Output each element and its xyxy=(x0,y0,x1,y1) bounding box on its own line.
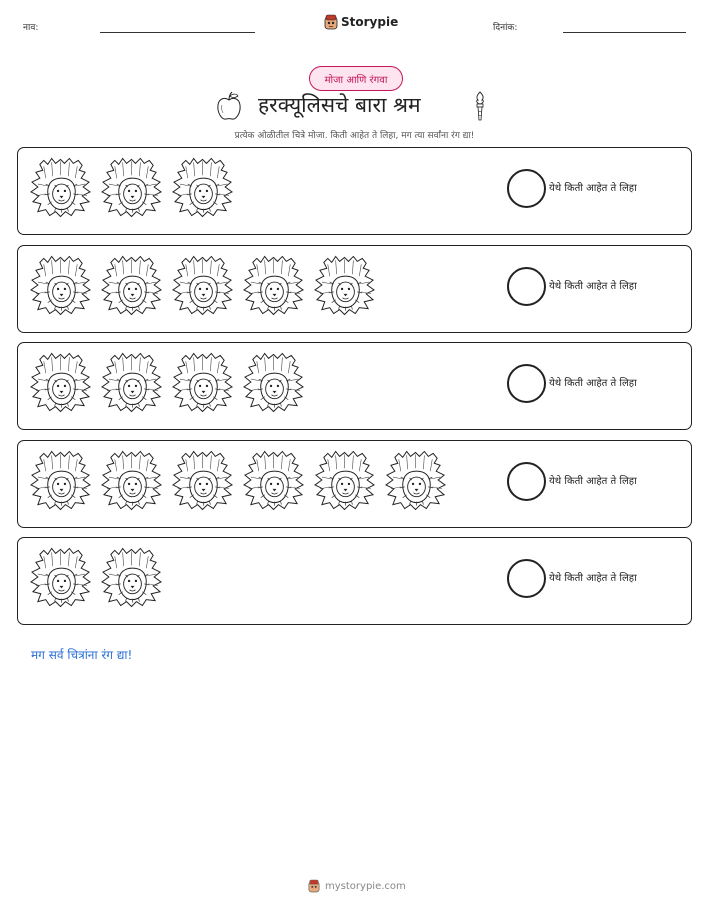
answer-circle[interactable] xyxy=(507,267,546,306)
lion-pelt-icon[interactable] xyxy=(30,351,93,413)
answer-circle[interactable] xyxy=(507,169,546,208)
lion-pelt-icon[interactable] xyxy=(30,449,93,511)
answer-label: येथे किती आहेत ते लिहा xyxy=(549,378,637,389)
answer-circle[interactable] xyxy=(507,364,546,403)
lion-pelt-icon[interactable] xyxy=(172,156,235,218)
lion-pelt-icon[interactable] xyxy=(101,254,164,316)
instruction-text: प्रत्येक ओळीतील चित्रे मोजा. किती आहेत ते लिहा, मग त्या सर्वांना रंग द्या! xyxy=(234,131,475,141)
lion-pelt-icon[interactable] xyxy=(172,449,235,511)
lion-pelt-icon[interactable] xyxy=(385,449,448,511)
name-label: नाव: xyxy=(23,23,39,33)
picture-group xyxy=(30,156,235,218)
lion-pelt-icon[interactable] xyxy=(314,254,377,316)
lion-pelt-icon[interactable] xyxy=(101,156,164,218)
name-line[interactable] xyxy=(100,32,255,33)
storypie-mascot-icon xyxy=(308,879,320,893)
answer-label: येथे किती आहेत ते लिहा xyxy=(549,573,637,584)
count-row xyxy=(17,147,692,235)
brand xyxy=(324,14,398,30)
storypie-mascot-icon xyxy=(324,14,338,30)
answer-label: येथे किती आहेत ते लिहा xyxy=(549,476,637,487)
title-row xyxy=(0,91,709,123)
brand-name: Storypie xyxy=(341,15,399,29)
picture-group xyxy=(30,449,448,511)
picture-group xyxy=(30,254,377,316)
count-row xyxy=(17,245,692,333)
answer-label: येथे किती आहेत ते लिहा xyxy=(549,183,637,194)
lion-pelt-icon[interactable] xyxy=(243,351,306,413)
lion-pelt-icon[interactable] xyxy=(243,449,306,511)
worksheet-header xyxy=(0,12,709,42)
answer-label: येथे किती आहेत ते लिहा xyxy=(549,281,637,292)
worksheet-title: हरक्यूलिसचे बारा श्रम xyxy=(258,93,421,117)
lion-pelt-icon[interactable] xyxy=(101,351,164,413)
torch-icon xyxy=(472,91,488,121)
lion-pelt-icon[interactable] xyxy=(243,254,306,316)
answer-circle[interactable] xyxy=(507,559,546,598)
lion-pelt-icon[interactable] xyxy=(314,449,377,511)
count-row xyxy=(17,342,692,430)
count-row xyxy=(17,537,692,625)
activity-badge: मोजा आणि रंगवा xyxy=(309,66,403,91)
count-row xyxy=(17,440,692,528)
picture-group xyxy=(30,546,164,608)
lion-pelt-icon[interactable] xyxy=(101,546,164,608)
lion-pelt-icon[interactable] xyxy=(172,351,235,413)
lion-pelt-icon[interactable] xyxy=(30,546,93,608)
date-line[interactable] xyxy=(563,32,686,33)
date-label: दिनांक: xyxy=(493,23,518,33)
footer-note: मग सर्व चित्रांना रंग द्या! xyxy=(31,648,133,662)
footer xyxy=(308,879,406,893)
lion-pelt-icon[interactable] xyxy=(30,156,93,218)
answer-circle[interactable] xyxy=(507,462,546,501)
lion-pelt-icon[interactable] xyxy=(30,254,93,316)
lion-pelt-icon[interactable] xyxy=(172,254,235,316)
picture-group xyxy=(30,351,306,413)
apple-icon xyxy=(216,91,242,121)
footer-site: mystorypie.com xyxy=(325,880,406,892)
lion-pelt-icon[interactable] xyxy=(101,449,164,511)
